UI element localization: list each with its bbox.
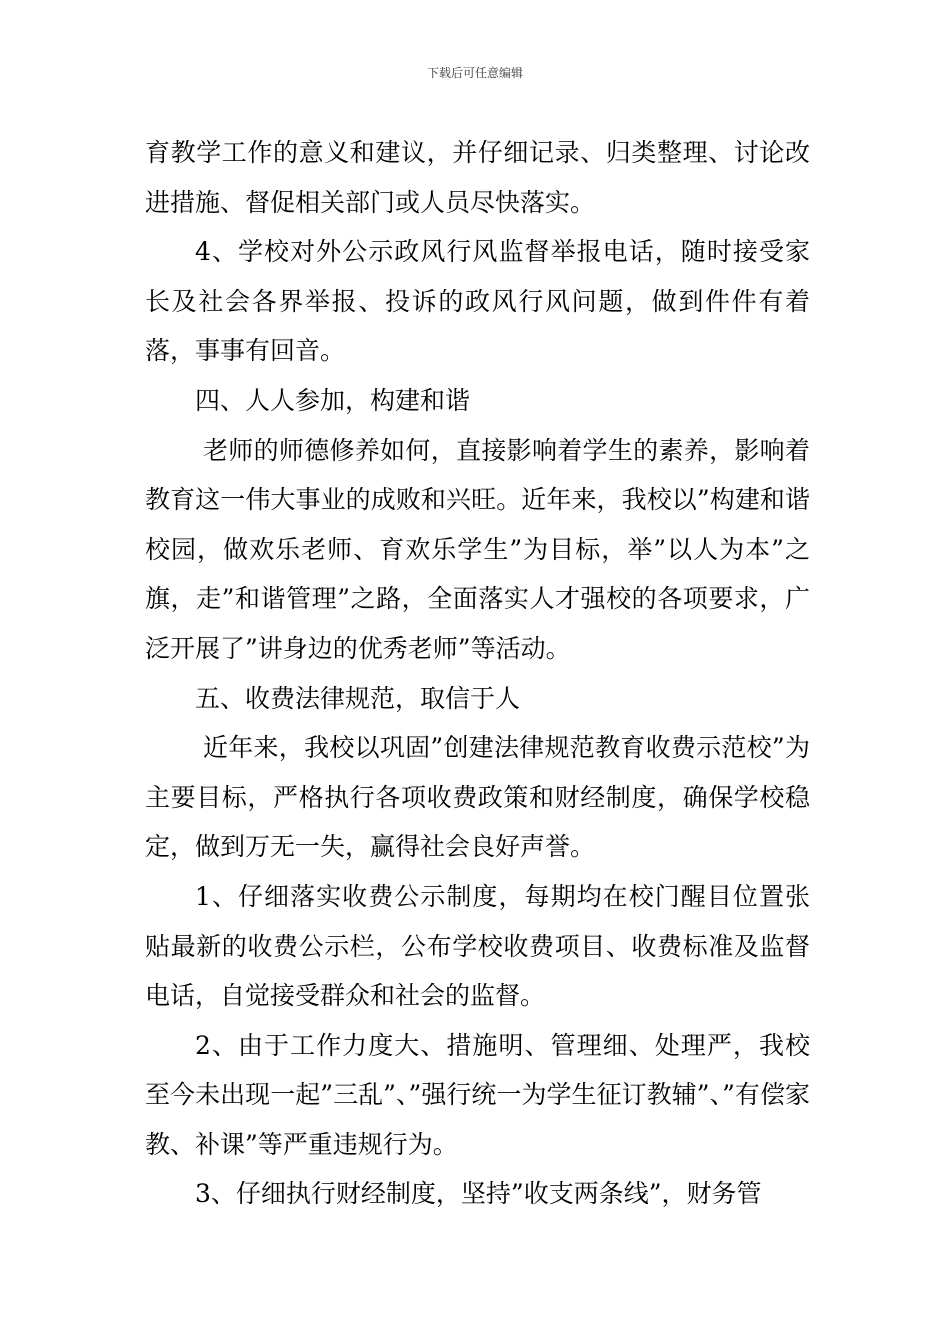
section-heading-5: 五、收费法律规范，取信于人	[195, 683, 521, 713]
paragraph-7: 3、仔细执行财经制度，坚持”收支两条线”，财务管	[195, 1179, 762, 1209]
paragraph-5: 1、仔细落实收费公示制度，每期均在校门醒目位置张贴最新的收费公示栏，公布学校收费项目、收费标准及监督电话，自觉接受群众和社会的监督。	[145, 881, 810, 1011]
paragraph-3: 老师的师德修养如何，直接影响着学生的素养，影响着教育这一伟大事业的成败和兴旺。近年来，我校以”构建和谐校园，做欢乐老师、育欢乐学生”为目标，举”以人为本”之旗，走”和谐管理”之路，全面落实人才强校的各项要求，广泛开展了”讲身边的优秀老师”等活动。	[145, 435, 810, 663]
paragraph-2: 4、学校对外公示政风行风监督举报电话，随时接受家长及社会各界举报、投诉的政风行风问题，做到件件有着落，事事有回音。	[145, 237, 810, 366]
paragraph-1: 育教学工作的意义和建议，并仔细记录、归类整理、讨论改进措施、督促相关部门或人员尽快落实。	[145, 138, 810, 217]
paragraph-6: 2、由于工作力度大、措施明、管理细、处理严，我校至今未出现一起”三乱”、”强行统一为学生征订教辅”、”有偿家教、补课”等严重违规行为。	[145, 1030, 810, 1159]
body-text	[145, 128, 810, 1219]
page-header: 下载后可任意编辑	[426, 66, 523, 80]
section-heading-4: 四、人人参加，构建和谐	[195, 385, 471, 415]
paragraph-4: 近年来，我校以巩固”创建法律规范教育收费示范校”为主要目标，严格执行各项收费政策和财经制度，确保学校稳定，做到万无一失，赢得社会良好声誉。	[145, 733, 810, 862]
